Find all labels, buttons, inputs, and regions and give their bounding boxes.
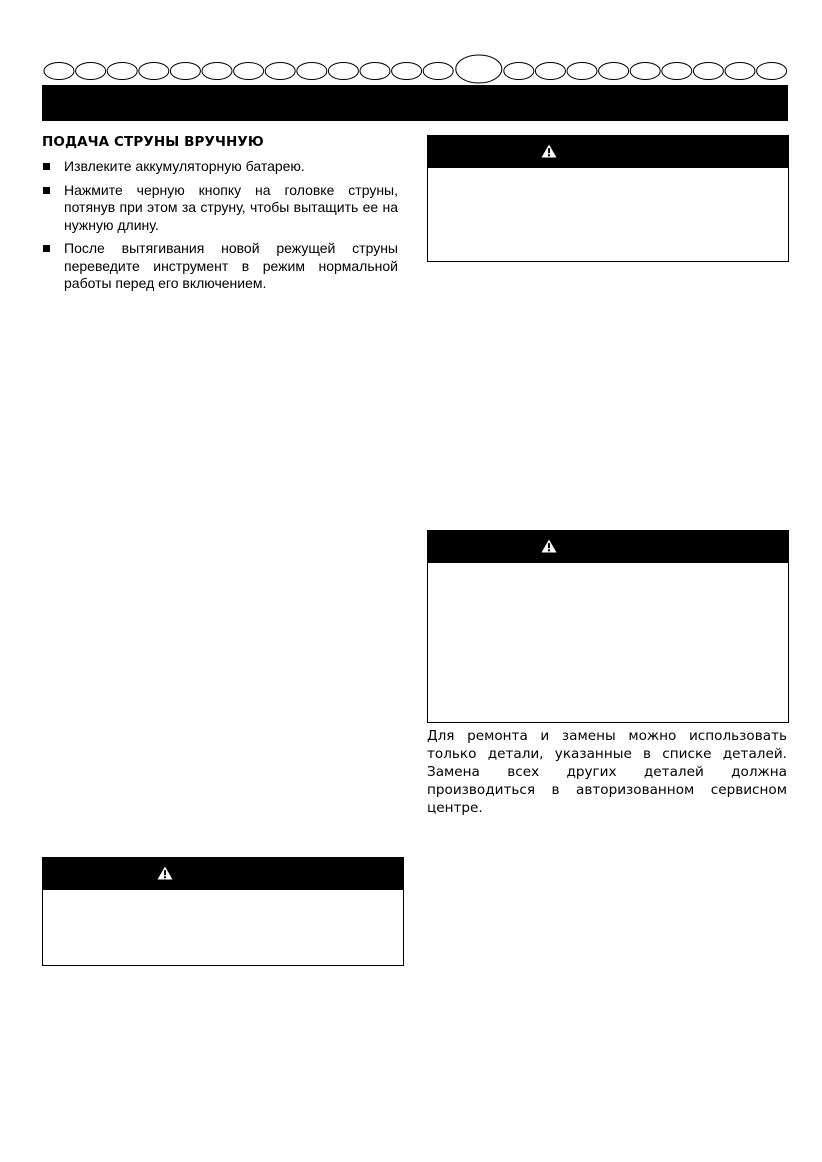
language-tab — [139, 63, 169, 80]
language-tabs — [0, 0, 822, 90]
warning-box-middle-right — [427, 530, 789, 723]
language-tab — [757, 63, 787, 80]
language-tab — [170, 63, 200, 80]
language-tab — [392, 63, 422, 80]
language-tab — [360, 63, 390, 80]
language-tab — [599, 63, 629, 80]
warning-triangle-icon — [541, 144, 557, 158]
warning-header — [43, 858, 403, 890]
repair-paragraph: Для ремонта и замены можно использовать только детали, указанные в списке деталей. Замена всех других деталей должна производиться в авторизованном сервисном центре. — [427, 728, 787, 816]
language-tab — [234, 63, 264, 80]
list-item-text: Нажмите черную кнопку на головке струны, потянув при этом за струну, чтобы вытащить ее на нужную длину. — [64, 181, 398, 233]
language-tab — [297, 63, 327, 80]
language-tab — [265, 63, 295, 80]
instruction-list — [42, 158, 398, 299]
section-heading: ПОДАЧА СТРУНЫ ВРУЧНУЮ — [42, 134, 264, 150]
language-tab — [693, 63, 723, 80]
warning-header — [428, 531, 788, 563]
list-item-text: После вытягивания новой режущей струны переведите инструмент в режим нормальной работы перед его включением. — [64, 240, 398, 291]
language-tab — [76, 63, 106, 80]
list-item-text: Извлеките аккумуляторную батарею. — [64, 158, 305, 174]
language-tab — [535, 63, 565, 80]
warning-box-top-right — [427, 135, 789, 262]
language-tab — [630, 63, 660, 80]
language-tab — [567, 63, 597, 80]
bullet-square-icon — [43, 187, 50, 194]
list-item — [42, 158, 398, 176]
language-tab — [328, 63, 358, 80]
language-tab — [423, 63, 453, 80]
language-tab — [107, 63, 137, 80]
language-tab — [725, 63, 755, 80]
language-tab-active — [456, 55, 502, 83]
list-item — [42, 240, 398, 293]
language-tab — [504, 63, 534, 80]
list-item — [42, 182, 398, 235]
warning-triangle-icon — [157, 866, 173, 880]
warning-box-bottom-left — [42, 857, 404, 966]
bullet-square-icon — [43, 163, 50, 170]
bullet-square-icon — [43, 245, 50, 252]
language-tab — [202, 63, 232, 80]
language-tab — [44, 63, 74, 80]
warning-header — [428, 136, 788, 168]
section-title-bar — [42, 85, 788, 121]
language-tab — [662, 63, 692, 80]
warning-triangle-icon — [541, 539, 557, 553]
